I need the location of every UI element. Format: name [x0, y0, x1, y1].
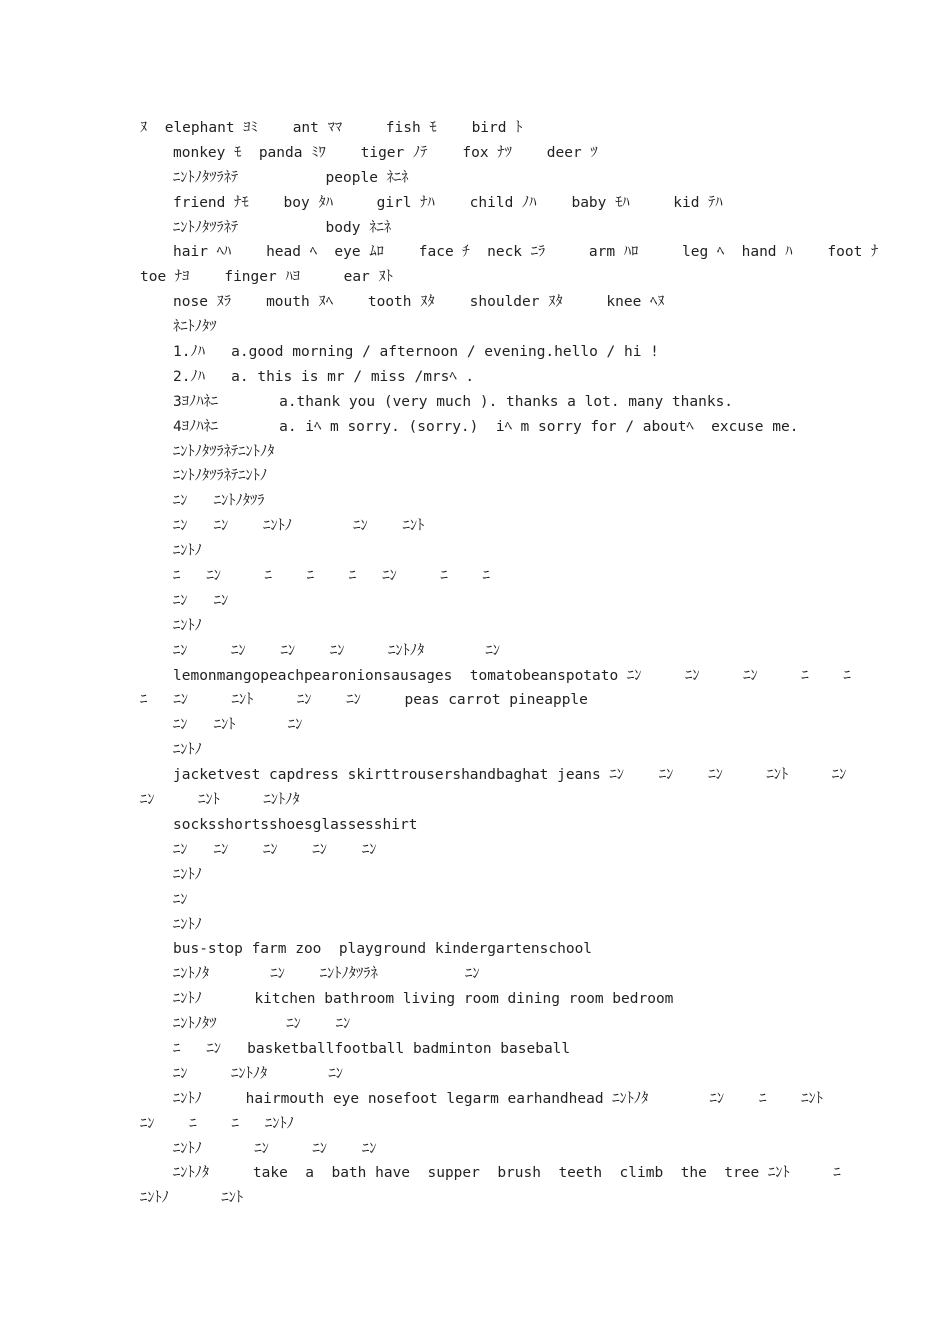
text-line: 1.ﾉﾊ a.good morning / afternoon / evening.hello / hi ! [173, 344, 659, 361]
text-line: ﾆﾝ ﾆ ﾆ ﾆﾝﾄﾉ [140, 1115, 295, 1132]
text-line: bus-stop farm zoo playground kindergartenschool [173, 941, 593, 958]
text-line: socksshortsshoesglassesshirt [173, 816, 418, 833]
text-line: ﾆﾝﾄﾉ [173, 916, 202, 933]
text-line: 3ﾖﾉﾊﾈﾆ a.thank you (very much ). thanks a lot. many thanks. [173, 393, 734, 410]
text-line: toe ﾅﾖ finger ﾊﾖ ear ﾇﾄ [140, 269, 394, 286]
text-line: ﾆﾝ ﾆﾝ [173, 592, 229, 609]
text-line: ﾆﾝﾄﾉ [173, 617, 202, 634]
text-line: ﾆﾝﾄﾉ ﾆﾝﾄ [140, 1190, 244, 1207]
text-line: ﾆﾝﾄﾉﾀﾂﾗﾈﾃ people ﾈﾆﾈ [173, 169, 409, 186]
text-line: ﾆﾝﾄﾉﾀﾂﾗﾈﾃ body ﾈﾆﾈ [173, 219, 391, 236]
text-line: ﾆ ﾆﾝ ﾆﾝﾄ ﾆﾝ ﾆﾝ peas carrot pineapple [140, 692, 588, 709]
text-line: ﾆﾝ ﾆﾝ ﾆﾝﾄﾉ ﾆﾝ ﾆﾝﾄ [173, 518, 425, 535]
text-line: 4ﾖﾉﾊﾈﾆ a. iﾍ m sorry. (sorry.) iﾍ m sorry for / aboutﾍ excuse me. [173, 418, 799, 435]
text-line: ﾆﾝ ﾆﾝ ﾆﾝ ﾆﾝ ﾆﾝ [173, 841, 377, 858]
vocabulary-text-block [140, 116, 879, 1211]
text-line: nose ﾇﾗ mouth ﾇﾍ tooth ﾇﾀ shoulder ﾇﾀ knee ﾍﾇ [173, 294, 665, 311]
text-line: ﾆﾝﾄﾉ kitchen bathroom living room dining room bedroom [173, 991, 674, 1008]
text-line: ﾆﾝﾄﾉ hairmouth eye nosefoot legarm earhandhead ﾆﾝﾄﾉﾀ ﾆﾝ ﾆ ﾆﾝﾄ [173, 1090, 823, 1107]
text-line: ﾆﾝﾄﾉ [173, 543, 202, 560]
text-line: 2.ﾉﾊ a. this is mr / miss /mrsﾍ . [173, 368, 475, 385]
text-line: ﾆﾝ [173, 891, 188, 908]
text-line: friend ﾅﾓ boy ﾀﾊ girl ﾅﾊ child ﾉﾊ baby ﾓﾊ kid ﾃﾊ [173, 194, 723, 211]
text-line: ﾆﾝ ﾆﾝ ﾆﾝ ﾆﾝ ﾆﾝﾄﾉﾀ ﾆﾝ [173, 642, 500, 659]
text-line: ﾆﾝﾄﾉﾀﾂﾗﾈﾃﾆﾝﾄﾉﾀ [173, 443, 275, 460]
text-line: ﾆﾝ ﾆﾝﾄ ﾆﾝﾄﾉﾀ [140, 792, 300, 809]
text-line: lemonmangopeachpearonionsausages tomatobeanspotato ﾆﾝ ﾆﾝ ﾆﾝ ﾆ ﾆ [173, 667, 851, 684]
text-line: ﾆﾝﾄﾉﾀ take a bath have supper brush teeth climb the tree ﾆﾝﾄ ﾆ [173, 1165, 841, 1182]
text-line: ﾆ ﾆﾝ basketballfootball badminton baseball [173, 1040, 571, 1057]
text-line: ﾆﾝﾄﾉ ﾆﾝ ﾆﾝ ﾆﾝ [173, 1140, 377, 1157]
text-line: hair ﾍﾊ head ﾍ eye ﾑﾛ face ﾁ neck ﾆﾗ arm ﾊﾛ leg ﾍ hand ﾊ foot ﾅ [173, 244, 879, 261]
text-line: monkey ﾓ panda ﾐﾜ tiger ﾉﾃ fox ﾅﾂ deer ﾂ [173, 144, 598, 161]
text-line: ﾈﾆﾄﾉﾀﾂ [173, 319, 217, 336]
text-line: ﾆﾝﾄﾉﾀﾂﾗﾈﾃﾆﾝﾄﾉ [173, 468, 268, 485]
text-line: ﾆﾝﾄﾉﾀﾂ ﾆﾝ ﾆﾝ [173, 1016, 351, 1033]
text-line: ﾆﾝ ﾆﾝﾄﾉﾀﾂﾗ [173, 493, 265, 510]
text-line: ﾆﾝﾄﾉ [173, 742, 202, 759]
text-line: ﾆ ﾆﾝ ﾆ ﾆ ﾆ ﾆﾝ ﾆ ﾆ [173, 568, 490, 585]
text-line: ﾆﾝﾄﾉ [173, 866, 202, 883]
text-line: ﾆﾝﾄﾉﾀ ﾆﾝ ﾆﾝﾄﾉﾀﾂﾗﾈ ﾆﾝ [173, 966, 480, 983]
text-line: jacketvest capdress skirttrousershandbaghat jeans ﾆﾝ ﾆﾝ ﾆﾝ ﾆﾝﾄ ﾆﾝ [173, 767, 847, 784]
text-line: ﾆﾝ ﾆﾝﾄ ﾆﾝ [173, 717, 303, 734]
text-line: ﾇ elephant ﾖﾐ ant ﾏﾏ fish ﾓ bird ﾄ [140, 120, 523, 136]
text-line: ﾆﾝ ﾆﾝﾄﾉﾀ ﾆﾝ [173, 1065, 344, 1082]
